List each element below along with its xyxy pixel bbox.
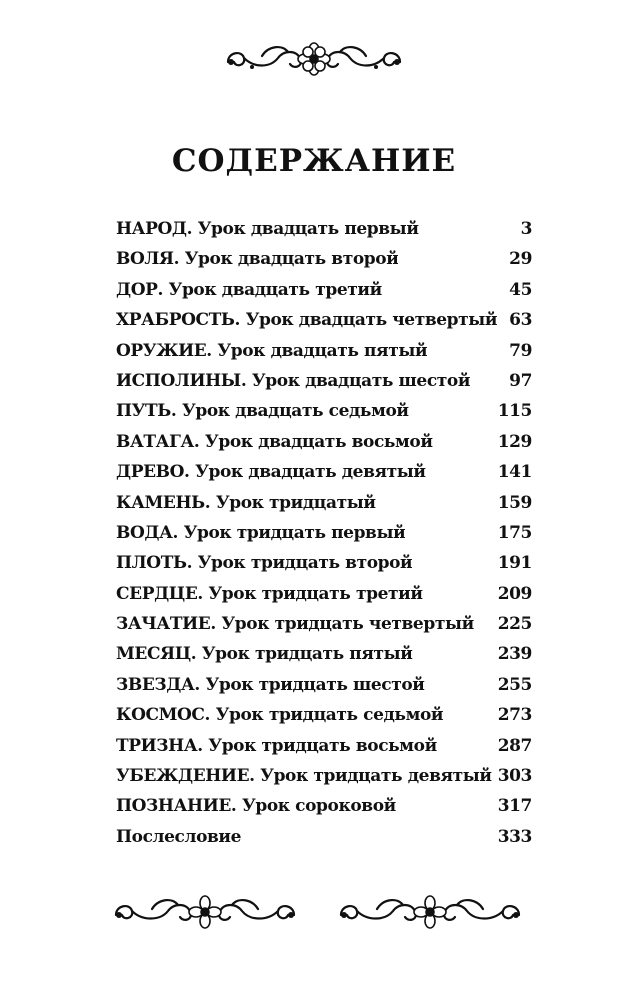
toc-entry bbox=[116, 366, 532, 396]
toc-entry bbox=[116, 731, 532, 761]
toc-entry-title: ОРУЖИЕ. Урок двадцать пятый bbox=[116, 340, 428, 361]
toc-entry-title: ПЛОТЬ. Урок тридцать второй bbox=[116, 553, 413, 574]
toc-entry-title: ПОЗНАНИЕ. Урок сороковой bbox=[116, 796, 396, 817]
toc-entry bbox=[116, 518, 532, 548]
toc-entry bbox=[116, 336, 532, 366]
toc-entry-title: ВАТАГА. Урок двадцать восьмой bbox=[116, 431, 433, 452]
toc-entry-page: 159 bbox=[497, 492, 532, 513]
toc-entry-page: 303 bbox=[497, 766, 532, 787]
toc-entry bbox=[116, 579, 532, 609]
toc-entry bbox=[116, 822, 532, 852]
toc-entry-page: 225 bbox=[497, 614, 532, 635]
toc-entry-title: ТРИЗНА. Урок тридцать восьмой bbox=[116, 735, 437, 756]
toc-entry-page: 141 bbox=[497, 462, 532, 483]
toc-entry bbox=[116, 275, 532, 305]
toc-entry-title: ВОДА. Урок тридцать первый bbox=[116, 522, 406, 543]
toc-entry bbox=[116, 791, 532, 821]
toc-entry-page: 255 bbox=[497, 674, 532, 695]
table-of-contents bbox=[116, 214, 532, 852]
toc-entry bbox=[116, 457, 532, 487]
flourish-ornament-bottom-right bbox=[335, 893, 525, 933]
toc-entry-title: ЗВЕЗДА. Урок тридцать шестой bbox=[116, 674, 425, 695]
toc-entry-page: 115 bbox=[497, 401, 532, 422]
toc-entry-page: 79 bbox=[509, 340, 532, 361]
toc-entry bbox=[116, 670, 532, 700]
flourish-ornament-top bbox=[222, 38, 406, 80]
toc-entry bbox=[116, 548, 532, 578]
toc-entry-title: МЕСЯЦ. Урок тридцать пятый bbox=[116, 644, 413, 665]
toc-entry bbox=[116, 761, 532, 791]
toc-entry-page: 273 bbox=[497, 705, 532, 726]
toc-entry bbox=[116, 214, 532, 244]
toc-entry-page: 45 bbox=[509, 279, 532, 300]
toc-entry-title: ИСПОЛИНЫ. Урок двадцать шестой bbox=[116, 370, 471, 391]
toc-entry-page: 29 bbox=[509, 249, 532, 270]
toc-entry-title: КОСМОС. Урок тридцать седьмой bbox=[116, 705, 444, 726]
toc-entry-page: 97 bbox=[509, 370, 532, 391]
toc-entry bbox=[116, 488, 532, 518]
toc-entry-title: ДОР. Урок двадцать третий bbox=[116, 279, 382, 300]
toc-entry-page: 3 bbox=[520, 219, 532, 239]
toc-entry bbox=[116, 244, 532, 274]
toc-entry-title: ВОЛЯ. Урок двадцать второй bbox=[116, 249, 399, 270]
toc-entry-page: 129 bbox=[497, 431, 532, 452]
page-title: СОДЕРЖАНИЕ bbox=[171, 143, 457, 179]
toc-entry-page: 175 bbox=[497, 522, 532, 543]
toc-entry-page: 63 bbox=[509, 310, 532, 331]
toc-entry-title: ДРЕВО. Урок двадцать девятый bbox=[116, 462, 426, 483]
toc-entry-page: 287 bbox=[497, 735, 532, 756]
toc-entry-title: СЕРДЦЕ. Урок тридцать третий bbox=[116, 583, 423, 604]
toc-entry bbox=[116, 609, 532, 639]
toc-entry-title: ПУТЬ. Урок двадцать седьмой bbox=[116, 401, 409, 422]
toc-entry-title: Послесловие bbox=[116, 826, 242, 847]
toc-entry bbox=[116, 427, 532, 457]
toc-entry-title: УБЕЖДЕНИЕ. Урок тридцать девятый bbox=[116, 766, 492, 787]
flourish-ornament-bottom-left bbox=[110, 893, 300, 933]
toc-entry-title: КАМЕНЬ. Урок тридцатый bbox=[116, 492, 376, 513]
toc-entry bbox=[116, 396, 532, 426]
toc-entry bbox=[116, 305, 532, 335]
toc-entry-page: 191 bbox=[497, 553, 532, 574]
toc-entry-title: ХРАБРОСТЬ. Урок двадцать четвертый bbox=[116, 310, 498, 331]
toc-entry-page: 317 bbox=[497, 796, 532, 817]
toc-entry bbox=[116, 700, 532, 730]
toc-entry-title: ЗАЧАТИЕ. Урок тридцать четвертый bbox=[116, 614, 474, 635]
toc-entry-page: 333 bbox=[497, 826, 532, 847]
toc-entry-page: 209 bbox=[497, 583, 532, 604]
toc-entry bbox=[116, 639, 532, 669]
toc-entry-page: 239 bbox=[497, 644, 532, 665]
toc-entry-title: НАРОД. Урок двадцать первый bbox=[116, 219, 419, 239]
